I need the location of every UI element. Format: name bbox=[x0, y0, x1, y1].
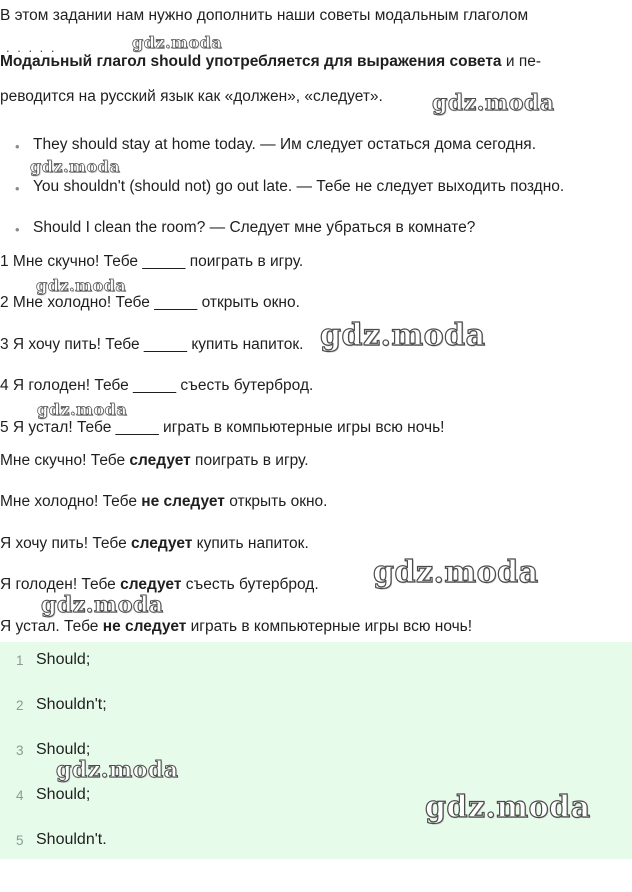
solution-text: съесть бутерброд. bbox=[181, 576, 319, 593]
example-2: You shouldn't (should not) go out late. — Тебе не следует выходить поздно. bbox=[33, 178, 565, 195]
answer-number: 5 bbox=[16, 833, 24, 848]
task-2: 2 Мне холодно! Тебе _____ открыть окно. bbox=[0, 294, 300, 311]
solution-text: открыть окно. bbox=[224, 493, 328, 510]
solution-modal: не следует bbox=[102, 618, 187, 635]
example-1: They should stay at home today. — Им следует остаться дома сегодня. bbox=[33, 136, 537, 153]
solution-text: играть в компьютерные игры всю ночь! bbox=[186, 618, 473, 635]
answer-number: 4 bbox=[16, 788, 24, 803]
solution-modal: следует bbox=[129, 452, 191, 469]
rule-rest: и пе- bbox=[501, 53, 541, 70]
answer-text: Shouldn't; bbox=[36, 696, 107, 713]
bullet-icon: • bbox=[15, 222, 20, 237]
solution-2 bbox=[0, 493, 328, 511]
answer-number: 2 bbox=[16, 698, 24, 713]
solution-text: поиграть в игру. bbox=[190, 452, 309, 469]
solution-text: Мне холодно! Тебе bbox=[0, 493, 142, 510]
rule-bold: Модальный глагол should употребляется для выражения совета bbox=[0, 53, 502, 70]
rule-line-2: реводится на русский язык как «должен», «следует». bbox=[0, 88, 383, 105]
task-3: 3 Я хочу пить! Тебе _____ купить напиток. bbox=[0, 336, 304, 353]
watermark-logo: gdz.moda bbox=[132, 33, 223, 52]
solution-modal: не следует bbox=[141, 493, 225, 510]
rule-line-1 bbox=[0, 53, 541, 71]
solution-text: Мне скучно! Тебе bbox=[0, 452, 130, 469]
bullet-icon: • bbox=[15, 139, 20, 154]
watermark-logo: gdz.moda bbox=[425, 790, 591, 825]
solution-modal: следует bbox=[131, 535, 193, 552]
watermark-logo: gdz.moda bbox=[432, 90, 555, 116]
solution-5 bbox=[0, 618, 472, 636]
answer-number: 3 bbox=[16, 743, 24, 758]
watermark-logo: gdz.moda bbox=[37, 400, 128, 419]
watermark-logo: gdz.moda bbox=[36, 276, 127, 295]
answer-text: Should; bbox=[36, 651, 91, 668]
solution-1 bbox=[0, 452, 309, 470]
solution-text: Я устал. Тебе bbox=[0, 618, 103, 635]
watermark-logo: gdz.moda bbox=[320, 318, 486, 353]
solution-text: Я хочу пить! Тебе bbox=[0, 535, 132, 552]
watermark-logo: gdz.moda bbox=[30, 157, 121, 176]
answer-text: Shouldn't. bbox=[36, 831, 107, 848]
task-1: 1 Мне скучно! Тебе _____ поиграть в игру. bbox=[0, 253, 304, 270]
task-5: 5 Я устал! Тебе _____ играть в компьютерные игры всю ночь! bbox=[0, 419, 445, 436]
solution-text: Я голоден! Тебе bbox=[0, 576, 121, 593]
watermark-logo: gdz.moda bbox=[373, 555, 539, 590]
task-4: 4 Я голоден! Тебе _____ съесть бутерброд. bbox=[0, 377, 314, 394]
answers-box bbox=[0, 642, 632, 859]
answer-text: Should; bbox=[36, 741, 91, 758]
watermark-logo: gdz.moda bbox=[41, 592, 164, 618]
watermark-logo: gdz.moda bbox=[56, 757, 179, 783]
answer-number: 1 bbox=[16, 653, 24, 668]
example-3: Should I clean the room? — Следует мне убраться в комнате? bbox=[33, 219, 476, 236]
intro-dots: . . . . . bbox=[6, 40, 57, 55]
solution-text: купить напиток. bbox=[192, 535, 309, 552]
answer-text: Should; bbox=[36, 786, 91, 803]
solution-modal: следует bbox=[120, 576, 182, 593]
bullet-icon: • bbox=[15, 181, 20, 196]
intro-line: В этом задании нам нужно дополнить наши советы модальным глаголом bbox=[0, 7, 529, 24]
solution-3 bbox=[0, 535, 309, 553]
